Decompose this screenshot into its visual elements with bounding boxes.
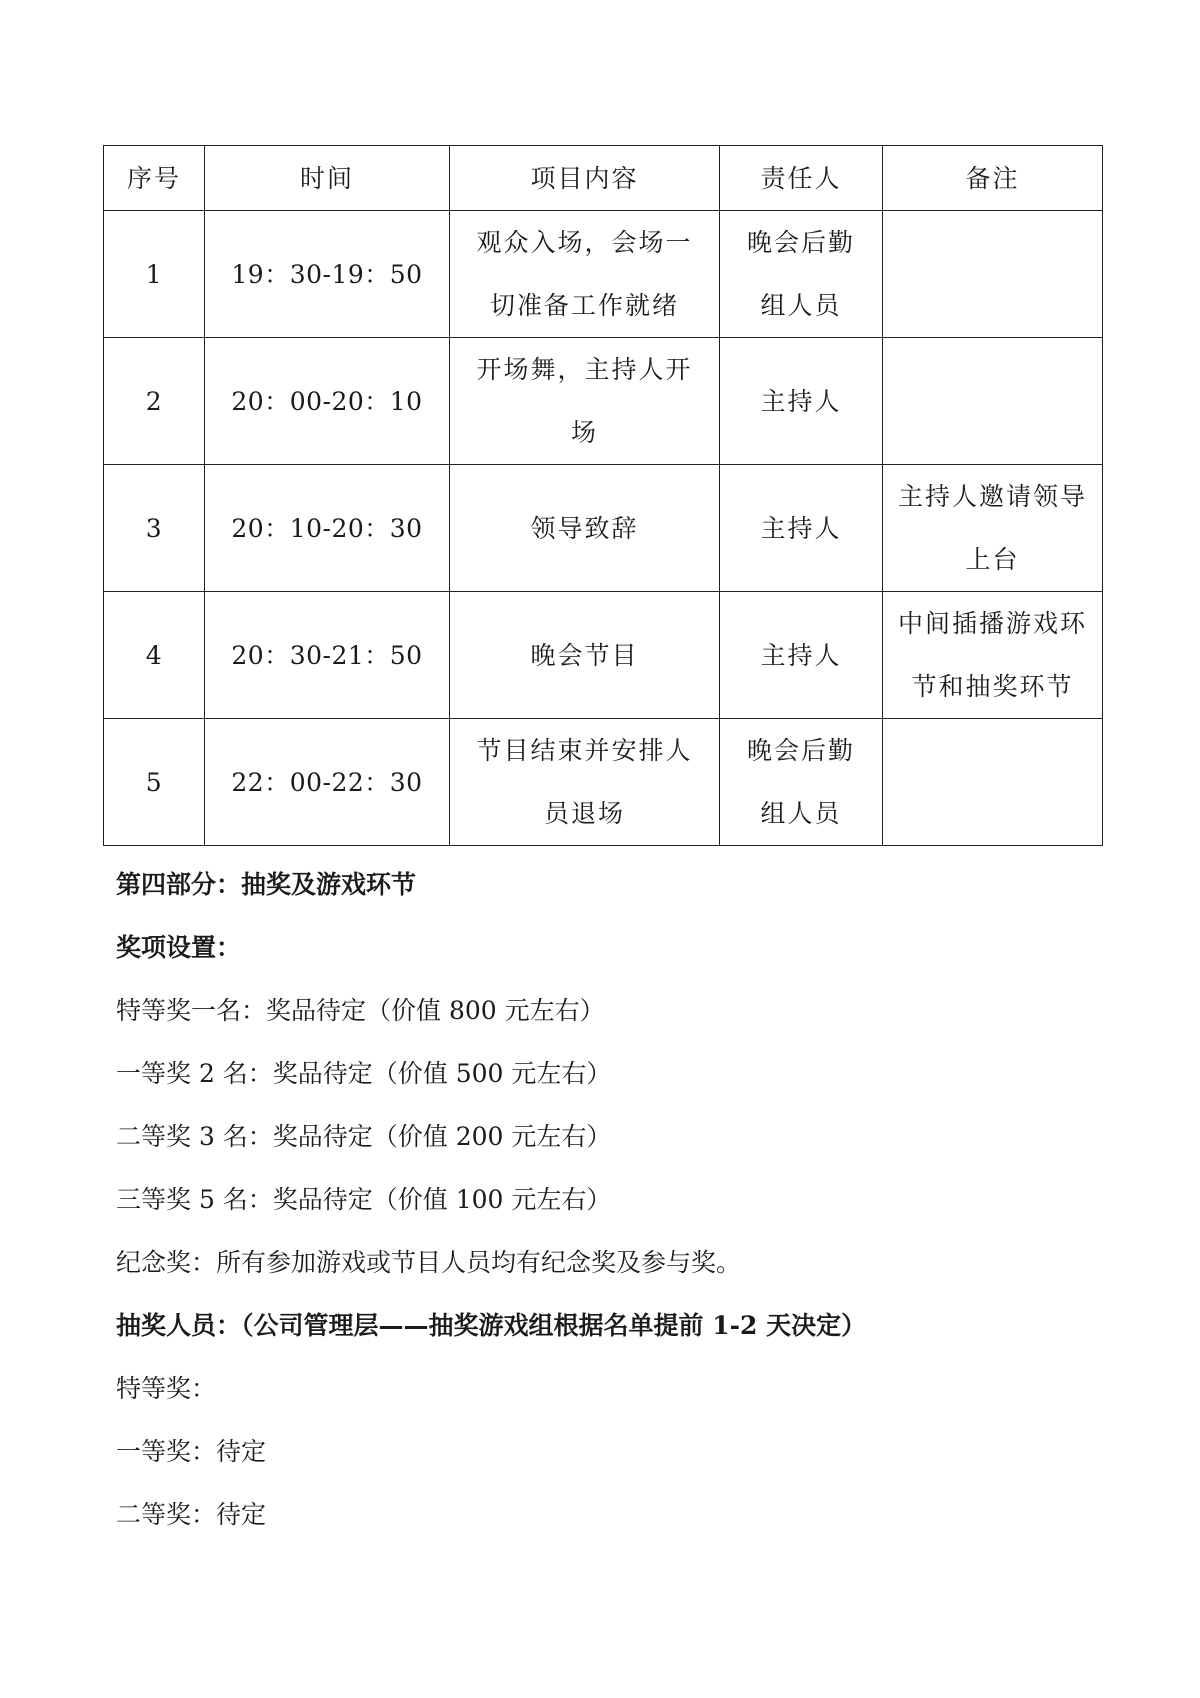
prize-section [116,853,1116,1546]
row-owner: 晚会后勤组人员 [720,719,883,846]
row-time: 20：10-20：30 [205,465,450,592]
row-note: 中间插播游戏环节和抽奖环节 [883,592,1103,719]
draw-line: 特等奖： [116,1374,217,1403]
row-time: 22：00-22：30 [205,719,450,846]
header-owner: 责任人 [720,146,883,211]
row-time: 20：00-20：10 [205,338,450,465]
award-line: 纪念奖：所有参加游戏或节目人员均有纪念奖及参与奖。 [116,1248,742,1277]
row-content: 晚会节目 [450,592,720,719]
draw-line: 一等奖：待定 [116,1437,267,1466]
schedule-table [103,145,1103,846]
row-no: 1 [104,211,205,338]
row-note [883,211,1103,338]
table-row [104,465,1103,592]
header-note: 备注 [883,146,1103,211]
row-note [883,338,1103,465]
draw-line: 二等奖：待定 [116,1500,267,1529]
row-content: 领导致辞 [450,465,720,592]
row-no: 5 [104,719,205,846]
award-line: 一等奖 2 名：奖品待定（价值 500 元左右） [116,1059,612,1088]
row-owner: 主持人 [720,465,883,592]
award-line: 特等奖一名：奖品待定（价值 800 元左右） [116,996,605,1025]
section-title: 第四部分：抽奖及游戏环节 [116,870,417,899]
row-note [883,719,1103,846]
award-line: 二等奖 3 名：奖品待定（价值 200 元左右） [116,1122,612,1151]
row-content: 观众入场，会场一切准备工作就绪 [450,211,720,338]
row-content: 节目结束并安排人员退场 [450,719,720,846]
header-no: 序号 [104,146,205,211]
awards-heading: 奖项设置： [116,933,242,962]
row-owner: 主持人 [720,592,883,719]
row-no: 4 [104,592,205,719]
row-time: 20：30-21：50 [205,592,450,719]
row-no: 3 [104,465,205,592]
row-content: 开场舞，主持人开场 [450,338,720,465]
header-content: 项目内容 [450,146,720,211]
row-owner: 主持人 [720,338,883,465]
row-owner: 晚会后勤组人员 [720,211,883,338]
table-header-row [104,146,1103,211]
table-row [104,719,1103,846]
table-row [104,592,1103,719]
row-no: 2 [104,338,205,465]
draw-heading: 抽奖人员：（公司管理层——抽奖游戏组根据名单提前 1-2 天决定） [116,1311,867,1340]
table-row [104,338,1103,465]
row-time: 19：30-19：50 [205,211,450,338]
table-row [104,211,1103,338]
row-note: 主持人邀请领导上台 [883,465,1103,592]
award-line: 三等奖 5 名：奖品待定（价值 100 元左右） [116,1185,612,1214]
header-time: 时间 [205,146,450,211]
